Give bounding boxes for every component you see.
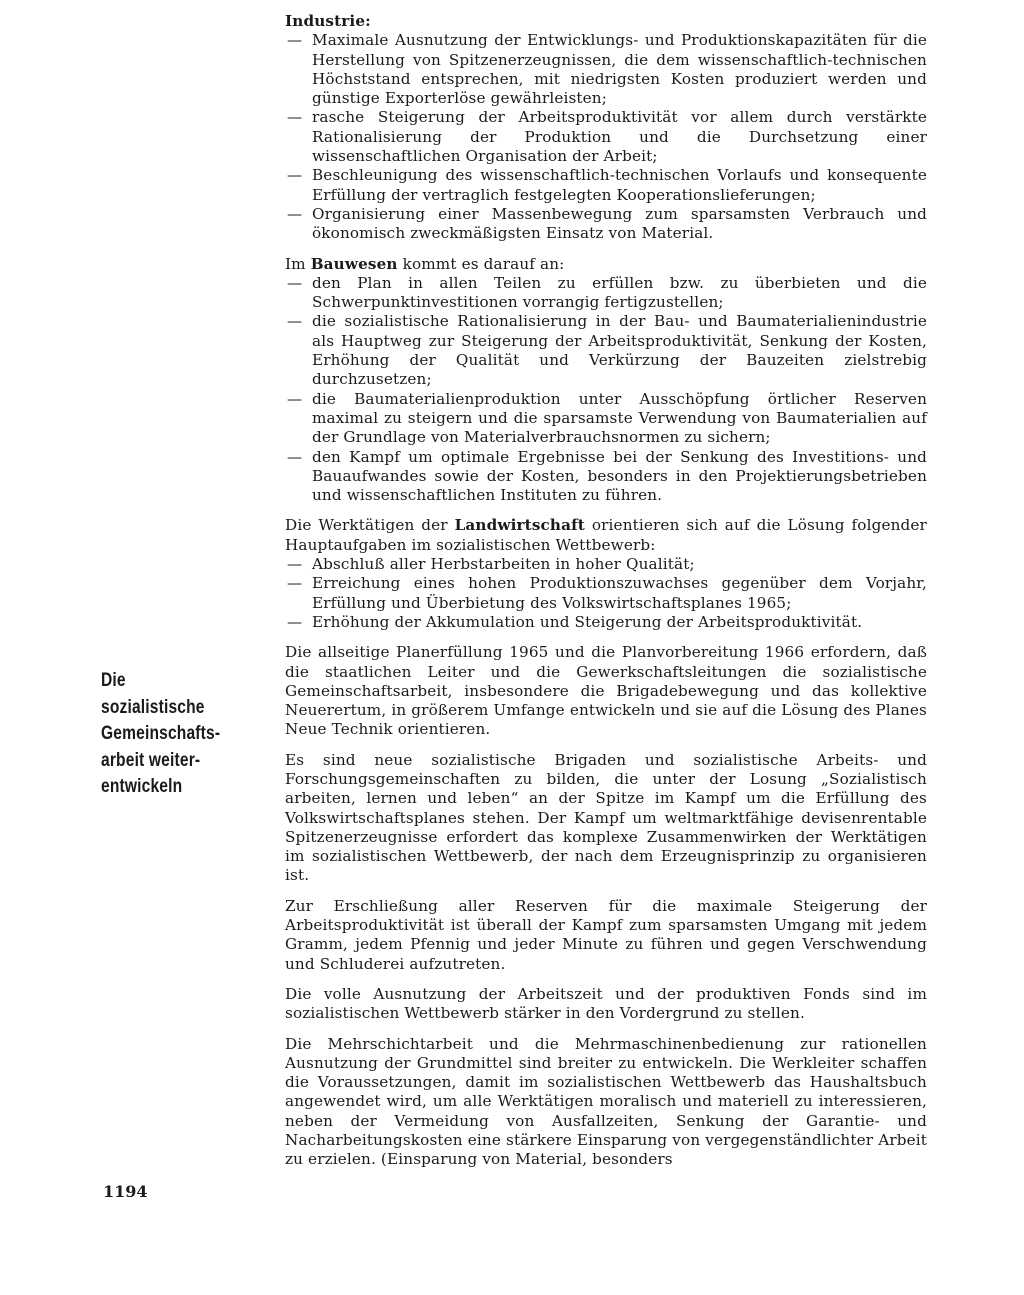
paragraph: Es sind neue sozialistische Brigaden und sozialistische Arbeits- und Forschungsgemeinschaften zu bilden, die unter der Losung „Sozialistisch arbeiten, lernen und leben“ an der Spitze im Kampf um die Erfüllung des Volkswirtschaftsplanes stehen. Der Kampf um weltmarktfähige devisenrentable Spitzenerzeugnisse erfordert das komplexe Zusammenwirken der Werktätigen im sozialistischen Wettbewerb, der nach dem Erzeugnisprinzip zu organisieren ist. [285,750,927,885]
list-item: — Beschleunigung des wissenschaftlich-technischen Vorlaufs und konsequente Erfüllung der vertraglich festgelegten Kooperationslieferungen; [287,166,927,204]
bauwesen-list [285,274,927,506]
list-item: — den Plan in allen Teilen zu erfüllen bzw. zu überbieten und die Schwerpunktinvestitionen vorrangig fertigzustellen; [287,273,927,312]
industrie-list [285,31,927,243]
list-item: — rasche Steigerung der Arbeitsproduktivität vor allem durch verstärkte Rationalisierung der Produktion und die Durchsetzung einer wissenschaftlichen Organisation der Arbeit; [287,108,927,166]
sidebar-heading-line: Gemeinschafts- [101,723,221,744]
industrie-heading: Industrie: [285,12,371,30]
list-item: — Erhöhung der Akkumulation und Steigerung der Arbeitsproduktivität. [287,612,863,631]
main-text-column [285,12,927,1170]
page-number: 1194 [103,1182,148,1201]
paragraph: Die allseitige Planerfüllung 1965 und die Planvorbereitung 1966 erfordern, daß die staatlichen Leiter und die Gewerkschaftsleitungen die sozialistische Gemeinschaftsarbeit, insbesondere die Brigadebewegung und das kollektive Neuerertum, in größerem Umfange entwickeln und sie auf die Lösung des Planes Neue Technik orientieren. [285,643,927,739]
list-item: — Abschluß aller Herbstarbeiten in hoher Qualität; [287,555,695,574]
sidebar-heading-line: arbeit weiter- [101,749,201,771]
list-item: — den Kampf um optimale Ergebnisse bei der Senkung des Investitions- und Bauaufwandes sowie der Kosten, besonders in den Projektierungsbetrieben und wissenschaftlichen Instituten zu führen. [287,447,927,505]
list-item: — Organisierung einer Massenbewegung zum sparsamsten Verbrauch und ökonomisch zweckmäßigsten Einsatz von Material. [287,204,927,243]
sidebar-heading-line: entwickeln [101,776,183,797]
paragraph: Zur Erschließung aller Reserven für die maximale Steigerung der Arbeitsproduktivität ist überall der Kampf zum sparsamsten Umgang mit jedem Gramm, jedem Pfennig und jeder Minute zu führen und gegen Verschwendung und Schluderei aufzutreten. [285,896,927,973]
paragraph: Die volle Ausnutzung der Arbeitszeit und der produktiven Fonds sind im sozialistischen Wettbewerb stärker in den Vordergrund zu stellen. [285,984,927,1023]
landwirtschaft-list [285,555,927,632]
sidebar-heading-line: sozialistische [101,696,205,718]
list-item: — die sozialistische Rationalisierung in der Bau- und Baumaterialienindustrie als Hauptweg zur Steigerung der Arbeitsproduktivität, Senkung der Kosten, Erhöhung der Qualität und Verkürzung der Bauzeiten zielstrebig durchzusetzen; [287,312,927,389]
landwirtschaft-intro: Die Werktätigen der Landwirtschaft orientieren sich auf die Lösung folgender Hauptaufgaben im sozialistischen Wettbewerb: [285,516,927,554]
list-item: — Maximale Ausnutzung der Entwicklungs- und Produktionskapazitäten für die Herstellung von Spitzenerzeugnissen, die dem wissenschaftlich-technischen Höchststand entsprechen, mit niedrigsten Kosten produziert werden und günstige Exporterlöse gewährleisten; [287,31,927,108]
list-item: — die Baumaterialienproduktion unter Ausschöpfung örtlicher Reserven maximal zu steigern und die sparsamste Verwendung von Baumaterialien auf der Grundlage von Materialverbrauchsnormen zu sichern; [287,389,927,447]
sidebar-heading-line: Die [101,670,126,691]
sidebar-heading [101,668,224,801]
list-item: — Erreichung eines hohen Produktionszuwachses gegenüber dem Vorjahr, Erfüllung und Überbietung des Volkswirtschaftsplanes 1965; [287,574,927,612]
bauwesen-intro: Im Bauwesen kommt es darauf an: [285,254,565,273]
paragraph: Die Mehrschichtarbeit und die Mehrmaschinenbedienung zur rationellen Ausnutzung der Grundmittel sind breiter zu entwickeln. Die Werkleiter schaffen die Voraussetzungen, damit im sozialistischen Wettbewerb das Haushaltsbuch angewendet wird, um alle Werktätigen moralisch und materiell zu interessieren, neben der Vermeidung von Ausfallzeiten, Senkung der Garantie- und Nacharbeitungskosten eine stärkere Einsparung von vergegenständlichter Arbeit zu erzielen. (Einsparung von Material, besonders [285,1034,927,1169]
